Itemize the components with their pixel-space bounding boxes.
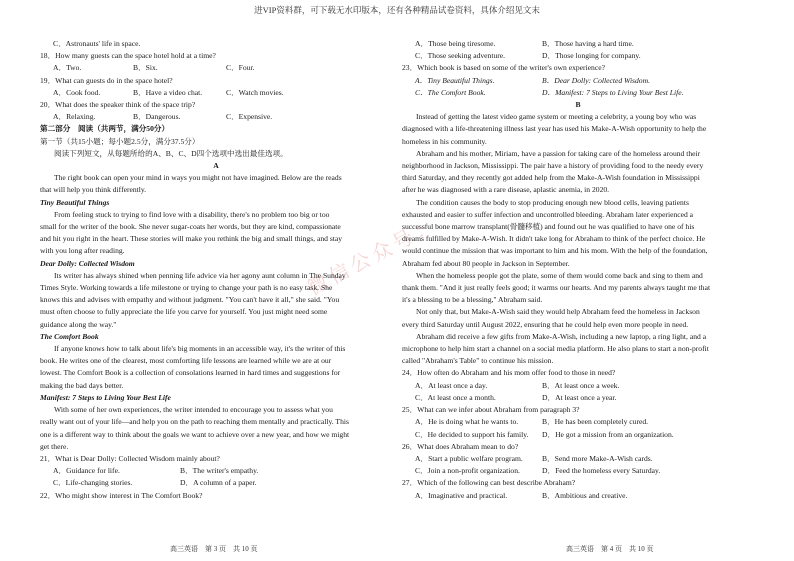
option: A．Two. — [53, 63, 82, 73]
question-19: 19．What can guests do in the space hotel? — [40, 75, 173, 85]
option: C．The Comfort Book. — [415, 87, 486, 97]
option-line: C．Astronauts' life in space. — [53, 39, 141, 48]
option: C．At least once a month. — [415, 392, 496, 402]
option: A．He is doing what he wants to. — [415, 417, 519, 427]
intro-line: that will help you think differently. — [40, 185, 147, 195]
book1-line: small for the writer of the book. She never sugar-coats her words, but they are kind, compassionate — [40, 222, 341, 232]
para-line: Not only that, but Make-A-Wish said they would help Abraham feed the homeless in Jackson — [416, 307, 700, 317]
para-line: When the homeless people got the plate, some of them would come back and sing to them and — [416, 270, 703, 280]
para-line: Abraham fed about 80 people in Jackson in September. — [402, 258, 570, 268]
q25-options — [402, 429, 754, 441]
left-column — [40, 38, 392, 502]
option: D．At least once a year. — [542, 392, 617, 402]
question-25: 25．What can we infer about Abraham from paragraph 3? — [402, 405, 580, 415]
question-18: 18．How many guests can the space hotel hold at a time? — [40, 51, 216, 61]
question-21: 21．What is Dear Dolly: Collected Wisdom mainly about? — [40, 453, 220, 463]
passage-b-label: B — [575, 100, 581, 110]
para-line: called "Abraham's Table" to continue his mission. — [402, 356, 554, 366]
option: B．Send more Make-A-Wish cards. — [542, 453, 653, 463]
q26-options — [402, 465, 754, 477]
para-line: after he was diagnosed with a rare disease, aplastic anemia, in 2020. — [402, 185, 610, 195]
book3-line: lowest. The Comfort Book is a collection of consolations learned in hard times and suggestions for — [40, 368, 341, 378]
question-24: 24．How often do Abraham and his mom offer food to those in need? — [402, 368, 616, 378]
page-footer-right: 高三英语 第 4 页 共 10 页 — [566, 545, 654, 553]
option: C．Four. — [226, 63, 255, 73]
option: C．Expensive. — [226, 112, 273, 122]
book4-title: Manifest: 7 Steps to Living Your Best Life — [40, 392, 171, 402]
q23-options — [402, 75, 754, 87]
para-line: every third Saturday until August 2022, ensuring that he could help even more people in need. — [402, 319, 689, 329]
question-20: 20．What does the speaker think of the space trip? — [40, 100, 196, 110]
option: C．He decided to support his family. — [415, 429, 529, 439]
option: D．He got a mission from an organization. — [542, 429, 674, 439]
option: A．Imaginative and practical. — [415, 490, 508, 500]
para-line: microphone to help him start a channel on a social media platform. He also plans to start a non-profit — [402, 344, 709, 354]
para-line: Abraham and his mother, Miriam, have a passion for taking care of the homeless around their — [416, 148, 701, 158]
para-line: third Saturday, and they recently got added help from the Make-A-Wish foundation in Mississippi — [402, 173, 700, 183]
para-line: successful bone marrow transplant(骨髓移植) and found out he was qualified to have one of his — [402, 222, 695, 232]
para-line: exhausted and easier to suffer infection and uncontrolled bleeding. Abraham later experienced a — [402, 209, 694, 219]
para-line: diagnosed with a life-threatening illness last year has used his Make-A-Wish opportunity to help the — [402, 124, 707, 134]
page-footer-left: 高三英语 第 3 页 共 10 页 — [170, 545, 258, 553]
book2-line: knows this and advises with empathy and without judgment. "You can't have it all," she said. "You — [40, 295, 340, 305]
book3-title: The Comfort Book — [40, 331, 99, 341]
option: A．Cook food. — [53, 87, 101, 97]
option: D．Those longing for company. — [542, 51, 641, 61]
instructions: 阅读下列短文，从每题所给的A、B、C、D四个选项中选出最佳选项。 — [54, 148, 288, 158]
para-line: thank them. "And it just really feels good; it warms our hearts. And my parents always taught me that — [402, 283, 711, 293]
book2-line: guidance along the way." — [40, 319, 117, 329]
option: B．Those having a hard time. — [542, 39, 634, 48]
q24-options — [402, 380, 754, 392]
para-line: The condition causes the body to stop producing enough new blood cells, leaving patients — [416, 197, 689, 207]
option: A．Those being tiresome. — [415, 39, 496, 48]
q25-options — [402, 416, 754, 428]
book3-line: making the bad days better. — [40, 380, 124, 390]
question-23: 23．Which book is based on some of the writer's own experience? — [402, 63, 605, 73]
section1-heading: 第一节（共15小题；每小题2.5分，满分37.5分） — [40, 136, 200, 146]
option: B．He has been completely cured. — [542, 417, 649, 427]
para-line: Instead of getting the latest video game system or meeting a celebrity, a young boy who was — [416, 112, 697, 122]
book1-line: and hit you right in the heart. These stories will make you rethink the big and small things, and stay — [40, 234, 343, 244]
option: C．Watch movies. — [226, 87, 284, 97]
intro-line: The right book can open your mind in ways you might not have imagined. Below are the reads — [54, 173, 342, 183]
option: B．Ambitious and creative. — [542, 490, 628, 500]
option: B．At least once a week. — [542, 380, 620, 390]
book4-line: really want out of your life—and help you on the path to reaching them mentally and practically. This — [40, 417, 349, 427]
book4-line: one is a different way to think about the goals we want to achieve over a new year, and how we might — [40, 429, 350, 439]
question-27: 27．Which of the following can best describe Abraham? — [402, 478, 576, 488]
option: B．Dangerous. — [133, 112, 181, 122]
option: B．The writer's empathy. — [180, 466, 259, 476]
book2-title: Dear Dolly: Collected Wisdom — [40, 258, 135, 268]
book1-line: From feeling stuck to trying to find love with a disability, there's no problem too big or too — [54, 209, 330, 219]
para-line: homeless in his community. — [402, 136, 487, 146]
q22-options — [402, 38, 754, 50]
book2-line: Its writer has always shined when penning life advice via her agony aunt column in The Sunday — [54, 270, 346, 280]
page-banner: 进VIP资料群，可下载无水印版本，还有各种精品试卷资料，具体介绍见文末 — [254, 5, 540, 15]
part2-heading: 第二部分 阅读（共两节，满分50分） — [40, 124, 170, 134]
q21-options — [40, 477, 392, 489]
book4-line: get there. — [40, 441, 69, 451]
question-26: 26．What does Abraham mean to do? — [402, 441, 519, 451]
option: D．A column of a paper. — [180, 478, 257, 488]
q27-options — [402, 490, 754, 502]
q18-options — [40, 62, 392, 74]
option: A．Guidance for life. — [53, 466, 120, 476]
para-line: it's a blessing to be a blessing," Abraham said. — [402, 295, 543, 305]
q20-options — [40, 111, 392, 123]
option: C．Life-changing stories. — [53, 478, 133, 488]
para-line: dreams fulfilled by Make-A-Wish. It didn't take long for Abraham to think of the perfect choice. He — [402, 234, 706, 244]
para-line: would continue the mission that was important to him and his mom. With the help of the foundation, — [402, 246, 708, 256]
option: D．Manifest: 7 Steps to Living Your Best Life. — [542, 87, 684, 97]
option: C．Join a non-profit organization. — [415, 466, 520, 476]
passage-a-label: A — [213, 161, 219, 171]
book1-line: with you long after reading. — [40, 246, 125, 256]
watermark: 微信公众号： — [303, 211, 442, 301]
book2-line: must often choose to fully appreciate the life you carve for yourself. You just might need some — [40, 307, 328, 317]
book2-line: Times Style. Working towards a life milestone or trying to change your path is no easy task. She — [40, 283, 333, 293]
q22-options — [402, 50, 754, 62]
q24-options — [402, 392, 754, 404]
book3-line: If anyone knows how to talk about life's big moments in an accessible way, it's the writer of this — [54, 344, 346, 354]
q21-options — [40, 465, 392, 477]
para-line: neighborhood in Jackson, Mississippi. The pair have a history of providing food to the needy every — [402, 161, 704, 171]
option: B．Six. — [133, 63, 158, 73]
option: A．Start a public welfare program. — [415, 453, 523, 463]
option: A．Tiny Beautiful Things. — [415, 75, 495, 85]
para-line: Abraham did receive a few gifts from Make-A-Wish, including a new laptop, a ring light, and a — [416, 331, 707, 341]
book4-line: With some of her own experiences, the writer intended to encourage you to assess what you — [54, 405, 333, 415]
q19-options — [40, 87, 392, 99]
book1-title: Tiny Beautiful Things — [40, 197, 110, 207]
option: A．At least once a day. — [415, 380, 488, 390]
question-22: 22．Who might show interest in The Comfort Book? — [40, 490, 203, 500]
q26-options — [402, 453, 754, 465]
option: B．Dear Dolly: Collected Wisdom. — [542, 75, 650, 85]
book3-line: book. He writes one of the clearest, most comforting life lessons are learned while we are at our — [40, 356, 332, 366]
q23-options — [402, 87, 754, 99]
option: C．Those seeking adventure. — [415, 51, 506, 61]
right-column — [402, 38, 754, 502]
option: B．Have a video chat. — [133, 87, 203, 97]
option: A．Relaxing. — [53, 112, 96, 122]
option: D．Feed the homeless every Saturday. — [542, 466, 661, 476]
